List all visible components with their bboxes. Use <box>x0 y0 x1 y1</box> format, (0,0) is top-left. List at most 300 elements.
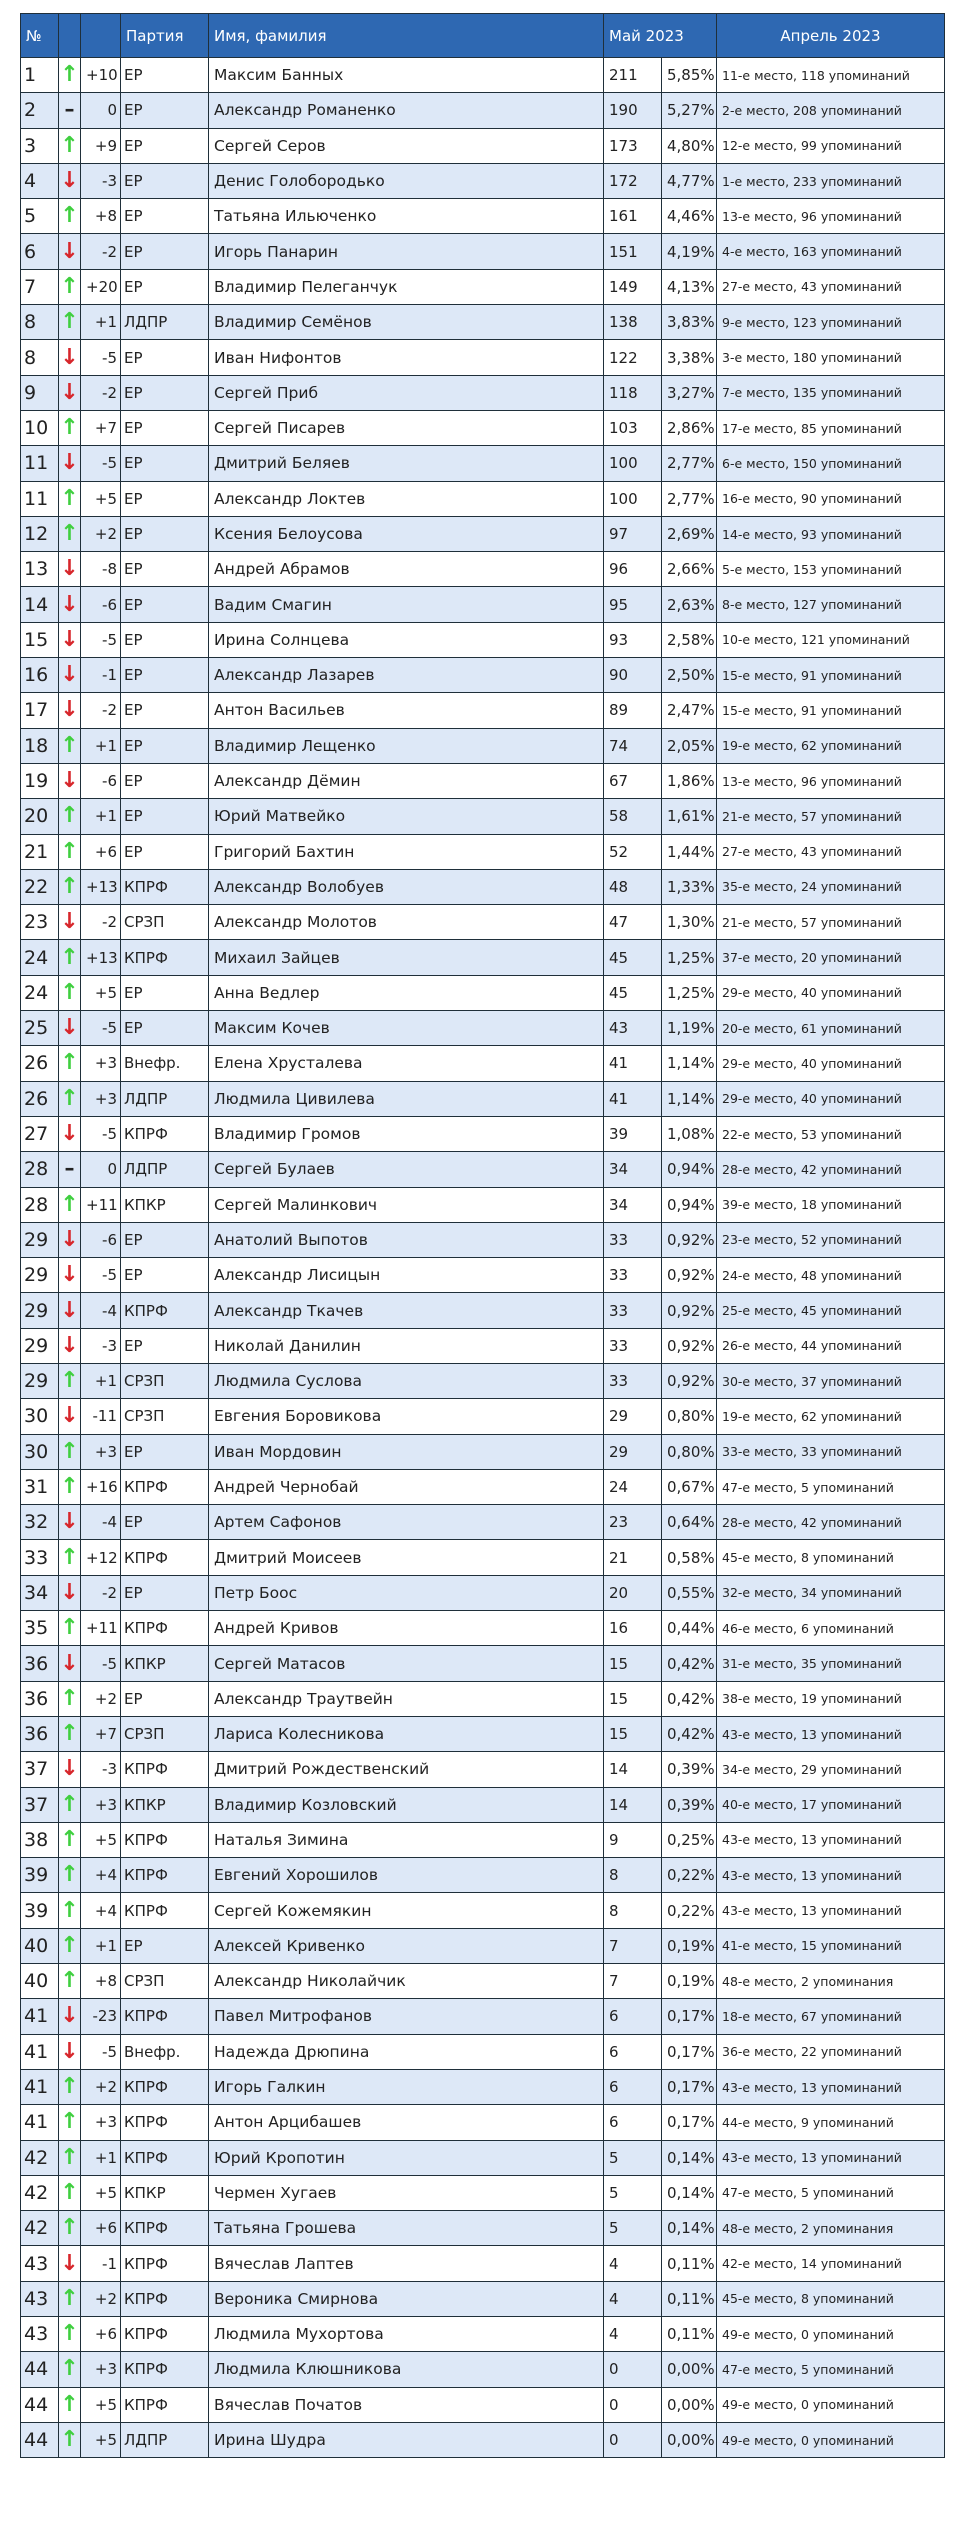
trend-down-icon: ↓ <box>60 1332 79 1358</box>
trend-cell <box>59 763 81 798</box>
table-row <box>21 410 945 445</box>
party-cell: СРЗП <box>121 1716 209 1751</box>
may-percent-cell: 0,22% <box>662 1858 717 1893</box>
table-row <box>21 1716 945 1751</box>
trend-cell <box>59 940 81 975</box>
delta-cell: -1 <box>81 2246 121 2281</box>
party-cell: КПРФ <box>121 1540 209 1575</box>
trend-down-icon: ↓ <box>60 1756 79 1782</box>
trend-up-icon: ↑ <box>60 2215 79 2241</box>
table-row <box>21 2387 945 2422</box>
name-cell: Александр Дёмин <box>209 763 604 798</box>
trend-cell <box>59 658 81 693</box>
name-cell: Александр Ткачев <box>209 1293 604 1328</box>
name-cell: Владимир Козловский <box>209 1787 604 1822</box>
may-percent-cell: 0,92% <box>662 1328 717 1363</box>
delta-cell: -2 <box>81 375 121 410</box>
may-percent-cell: 0,14% <box>662 2140 717 2175</box>
april-cell: 29-е место, 40 упоминаний <box>717 1081 945 1116</box>
trend-up-icon: ↑ <box>60 1862 79 1888</box>
name-cell: Вероника Смирнова <box>209 2281 604 2316</box>
rank-cell: 33 <box>21 1540 59 1575</box>
name-cell: Сергей Приб <box>209 375 604 410</box>
trend-cell <box>59 1363 81 1398</box>
header-delta <box>81 14 121 58</box>
table-row <box>21 1964 945 1999</box>
name-cell: Людмила Клюшникова <box>209 2352 604 2387</box>
table-row <box>21 1011 945 1046</box>
rank-cell: 1 <box>21 58 59 93</box>
april-cell: 6-е место, 150 упоминаний <box>717 446 945 481</box>
april-cell: 42-е место, 14 упоминаний <box>717 2246 945 2281</box>
trend-cell <box>59 1540 81 1575</box>
trend-up-icon: ↑ <box>60 1721 79 1747</box>
table-row <box>21 1434 945 1469</box>
may-count-cell: 9 <box>604 1822 662 1857</box>
may-count-cell: 7 <box>604 1928 662 1963</box>
delta-cell: +3 <box>81 1081 121 1116</box>
party-cell: ЕР <box>121 587 209 622</box>
table-row <box>21 1611 945 1646</box>
rank-cell: 42 <box>21 2211 59 2246</box>
may-percent-cell: 5,27% <box>662 93 717 128</box>
ranking-table <box>20 13 945 2458</box>
name-cell: Ксения Белоусова <box>209 516 604 551</box>
table-row <box>21 1469 945 1504</box>
delta-cell: -5 <box>81 446 121 481</box>
name-cell: Игорь Панарин <box>209 234 604 269</box>
rank-cell: 42 <box>21 2175 59 2210</box>
trend-cell <box>59 1716 81 1751</box>
name-cell: Александр Волобуев <box>209 869 604 904</box>
name-cell: Евгения Боровикова <box>209 1399 604 1434</box>
party-cell: ЕР <box>121 269 209 304</box>
april-cell: 13-е место, 96 упоминаний <box>717 763 945 798</box>
delta-cell: +3 <box>81 2352 121 2387</box>
party-cell: Внефр. <box>121 1046 209 1081</box>
name-cell: Елена Хрусталева <box>209 1046 604 1081</box>
delta-cell: -4 <box>81 1293 121 1328</box>
party-cell: ЕР <box>121 1575 209 1610</box>
trend-cell <box>59 1646 81 1681</box>
trend-cell <box>59 799 81 834</box>
delta-cell: -11 <box>81 1399 121 1434</box>
rank-cell: 13 <box>21 552 59 587</box>
name-cell: Петр Боос <box>209 1575 604 1610</box>
may-count-cell: 16 <box>604 1611 662 1646</box>
rank-cell: 41 <box>21 2069 59 2104</box>
party-cell: КПРФ <box>121 2352 209 2387</box>
trend-cell <box>59 1046 81 1081</box>
trend-down-icon: ↓ <box>60 1015 79 1041</box>
name-cell: Алексей Кривенко <box>209 1928 604 1963</box>
april-cell: 20-е место, 61 упоминаний <box>717 1011 945 1046</box>
table-row <box>21 1893 945 1928</box>
name-cell: Михаил Зайцев <box>209 940 604 975</box>
name-cell: Денис Голобородько <box>209 163 604 198</box>
may-count-cell: 4 <box>604 2281 662 2316</box>
trend-down-icon: ↓ <box>60 238 79 264</box>
april-cell: 43-е место, 13 упоминаний <box>717 1822 945 1857</box>
rank-cell: 41 <box>21 2034 59 2069</box>
table-row <box>21 2069 945 2104</box>
delta-cell: +20 <box>81 269 121 304</box>
may-count-cell: 8 <box>604 1893 662 1928</box>
may-percent-cell: 0,17% <box>662 2069 717 2104</box>
may-count-cell: 45 <box>604 975 662 1010</box>
trend-cell <box>59 2034 81 2069</box>
table-row <box>21 2317 945 2352</box>
delta-cell: -6 <box>81 1222 121 1257</box>
april-cell: 28-е место, 42 упоминаний <box>717 1152 945 1187</box>
april-cell: 37-е место, 20 упоминаний <box>717 940 945 975</box>
table-row <box>21 305 945 340</box>
may-count-cell: 29 <box>604 1399 662 1434</box>
may-count-cell: 74 <box>604 728 662 763</box>
trend-cell <box>59 1469 81 1504</box>
trend-cell <box>59 2352 81 2387</box>
party-cell: КПРФ <box>121 1893 209 1928</box>
april-cell: 2-е место, 208 упоминаний <box>717 93 945 128</box>
rank-cell: 30 <box>21 1434 59 1469</box>
table-row <box>21 1187 945 1222</box>
rank-cell: 37 <box>21 1787 59 1822</box>
rank-cell: 6 <box>21 234 59 269</box>
name-cell: Александр Траутвейн <box>209 1681 604 1716</box>
may-percent-cell: 0,80% <box>662 1399 717 1434</box>
may-percent-cell: 2,58% <box>662 622 717 657</box>
may-percent-cell: 4,13% <box>662 269 717 304</box>
may-count-cell: 122 <box>604 340 662 375</box>
party-cell: Внефр. <box>121 2034 209 2069</box>
april-cell: 4-е место, 163 упоминаний <box>717 234 945 269</box>
name-cell: Ирина Шудра <box>209 2422 604 2457</box>
may-percent-cell: 2,63% <box>662 587 717 622</box>
april-cell: 38-е место, 19 упоминаний <box>717 1681 945 1716</box>
delta-cell: -1 <box>81 658 121 693</box>
party-cell: ЛДПР <box>121 1152 209 1187</box>
trend-cell <box>59 1611 81 1646</box>
may-count-cell: 90 <box>604 658 662 693</box>
trend-up-icon: ↑ <box>60 1897 79 1923</box>
may-percent-cell: 0,42% <box>662 1646 717 1681</box>
delta-cell: +2 <box>81 2281 121 2316</box>
may-count-cell: 21 <box>604 1540 662 1575</box>
may-count-cell: 190 <box>604 93 662 128</box>
rank-cell: 17 <box>21 693 59 728</box>
party-cell: ЕР <box>121 375 209 410</box>
trend-cell <box>59 1434 81 1469</box>
delta-cell: +5 <box>81 1822 121 1857</box>
party-cell: ЕР <box>121 728 209 763</box>
rank-cell: 35 <box>21 1611 59 1646</box>
party-cell: ЕР <box>121 1258 209 1293</box>
may-percent-cell: 0,00% <box>662 2422 717 2457</box>
april-cell: 40-е место, 17 упоминаний <box>717 1787 945 1822</box>
may-count-cell: 0 <box>604 2387 662 2422</box>
rank-cell: 44 <box>21 2422 59 2457</box>
name-cell: Вячеслав Початов <box>209 2387 604 2422</box>
delta-cell: 0 <box>81 1152 121 1187</box>
rank-cell: 40 <box>21 1928 59 1963</box>
april-cell: 44-е место, 9 упоминаний <box>717 2105 945 2140</box>
table-body <box>21 58 945 2458</box>
rank-cell: 16 <box>21 658 59 693</box>
delta-cell: +8 <box>81 1964 121 1999</box>
delta-cell: +6 <box>81 2211 121 2246</box>
rank-cell: 28 <box>21 1152 59 1187</box>
table-row <box>21 622 945 657</box>
name-cell: Сергей Матасов <box>209 1646 604 1681</box>
may-percent-cell: 0,44% <box>662 1611 717 1646</box>
april-cell: 3-е место, 180 упоминаний <box>717 340 945 375</box>
may-count-cell: 151 <box>604 234 662 269</box>
may-count-cell: 67 <box>604 763 662 798</box>
may-percent-cell: 0,92% <box>662 1222 717 1257</box>
trend-cell <box>59 2175 81 2210</box>
party-cell: ЕР <box>121 975 209 1010</box>
trend-cell <box>59 869 81 904</box>
delta-cell: +5 <box>81 2422 121 2457</box>
table-row <box>21 1222 945 1257</box>
april-cell: 19-е место, 62 упоминаний <box>717 728 945 763</box>
trend-up-icon: ↑ <box>60 838 79 864</box>
april-cell: 47-е место, 5 упоминаний <box>717 2175 945 2210</box>
april-cell: 43-е место, 13 упоминаний <box>717 1893 945 1928</box>
trend-down-icon: ↓ <box>60 168 79 194</box>
delta-cell: -5 <box>81 1011 121 1046</box>
trend-down-icon: ↓ <box>60 1121 79 1147</box>
may-percent-cell: 0,94% <box>662 1187 717 1222</box>
trend-down-icon: ↓ <box>60 556 79 582</box>
table-row <box>21 1328 945 1363</box>
table-row <box>21 163 945 198</box>
trend-up-icon: ↑ <box>60 2391 79 2417</box>
april-cell: 21-е место, 57 упоминаний <box>717 799 945 834</box>
may-percent-cell: 0,64% <box>662 1505 717 1540</box>
table-row <box>21 658 945 693</box>
name-cell: Владимир Лещенко <box>209 728 604 763</box>
delta-cell: +4 <box>81 1858 121 1893</box>
rank-cell: 25 <box>21 1011 59 1046</box>
rank-cell: 22 <box>21 869 59 904</box>
april-cell: 15-е место, 91 упоминаний <box>717 658 945 693</box>
delta-cell: +2 <box>81 516 121 551</box>
delta-cell: -6 <box>81 763 121 798</box>
rank-cell: 9 <box>21 375 59 410</box>
trend-cell <box>59 834 81 869</box>
name-cell: Людмила Мухортова <box>209 2317 604 2352</box>
trend-cell <box>59 1011 81 1046</box>
may-percent-cell: 1,61% <box>662 799 717 834</box>
may-percent-cell: 4,80% <box>662 128 717 163</box>
trend-up-icon: ↑ <box>60 2356 79 2382</box>
april-cell: 5-е место, 153 упоминаний <box>717 552 945 587</box>
rank-cell: 15 <box>21 622 59 657</box>
delta-cell: +9 <box>81 128 121 163</box>
trend-down-icon: ↓ <box>60 2003 79 2029</box>
delta-cell: -3 <box>81 1752 121 1787</box>
party-cell: СРЗП <box>121 905 209 940</box>
trend-down-icon: ↓ <box>60 768 79 794</box>
may-percent-cell: 1,44% <box>662 834 717 869</box>
trend-down-icon: ↓ <box>60 379 79 405</box>
april-cell: 7-е место, 135 упоминаний <box>717 375 945 410</box>
table-row <box>21 58 945 93</box>
may-percent-cell: 2,66% <box>662 552 717 587</box>
table-row <box>21 1646 945 1681</box>
name-cell: Александр Николайчик <box>209 1964 604 1999</box>
table-row <box>21 1116 945 1151</box>
name-cell: Сергей Малинкович <box>209 1187 604 1222</box>
table-row <box>21 516 945 551</box>
may-count-cell: 14 <box>604 1787 662 1822</box>
trend-cell <box>59 1222 81 1257</box>
trend-cell <box>59 587 81 622</box>
delta-cell: -5 <box>81 1258 121 1293</box>
trend-down-icon: ↓ <box>60 1262 79 1288</box>
may-count-cell: 4 <box>604 2246 662 2281</box>
party-cell: ЕР <box>121 763 209 798</box>
trend-cell <box>59 2246 81 2281</box>
trend-up-icon: ↑ <box>60 1968 79 1994</box>
header-number: № <box>21 14 59 58</box>
name-cell: Андрей Кривов <box>209 1611 604 1646</box>
party-cell: ЕР <box>121 622 209 657</box>
header-party: Партия <box>121 14 209 58</box>
party-cell: ЕР <box>121 658 209 693</box>
april-cell: 15-е место, 91 упоминаний <box>717 693 945 728</box>
trend-down-icon: ↓ <box>60 1297 79 1323</box>
april-cell: 11-е место, 118 упоминаний <box>717 58 945 93</box>
may-count-cell: 43 <box>604 1011 662 1046</box>
party-cell: СРЗП <box>121 1363 209 1398</box>
april-cell: 27-е место, 43 упоминаний <box>717 834 945 869</box>
trend-cell <box>59 1575 81 1610</box>
trend-down-icon: ↓ <box>60 2038 79 2064</box>
april-cell: 30-е место, 37 упоминаний <box>717 1363 945 1398</box>
april-cell: 9-е место, 123 упоминаний <box>717 305 945 340</box>
rank-cell: 4 <box>21 163 59 198</box>
april-cell: 31-е место, 35 упоминаний <box>717 1646 945 1681</box>
april-cell: 34-е место, 29 упоминаний <box>717 1752 945 1787</box>
may-count-cell: 48 <box>604 869 662 904</box>
party-cell: ЕР <box>121 1011 209 1046</box>
rank-cell: 44 <box>21 2387 59 2422</box>
trend-cell <box>59 1752 81 1787</box>
table-row <box>21 2281 945 2316</box>
may-count-cell: 95 <box>604 587 662 622</box>
rank-cell: 39 <box>21 1893 59 1928</box>
rank-cell: 28 <box>21 1187 59 1222</box>
may-percent-cell: 4,46% <box>662 199 717 234</box>
table-row <box>21 2175 945 2210</box>
trend-cell <box>59 905 81 940</box>
april-cell: 12-е место, 99 упоминаний <box>717 128 945 163</box>
ranking-table-container <box>20 13 945 2458</box>
table-row <box>21 1787 945 1822</box>
may-percent-cell: 1,14% <box>662 1046 717 1081</box>
may-count-cell: 138 <box>604 305 662 340</box>
may-percent-cell: 0,92% <box>662 1258 717 1293</box>
rank-cell: 20 <box>21 799 59 834</box>
name-cell: Александр Романенко <box>209 93 604 128</box>
table-row <box>21 869 945 904</box>
may-percent-cell: 0,19% <box>662 1964 717 1999</box>
name-cell: Игорь Галкин <box>209 2069 604 2104</box>
delta-cell: +1 <box>81 305 121 340</box>
party-cell: КПРФ <box>121 2246 209 2281</box>
trend-up-icon: ↑ <box>60 132 79 158</box>
delta-cell: -2 <box>81 1575 121 1610</box>
trend-cell <box>59 1681 81 1716</box>
rank-cell: 2 <box>21 93 59 128</box>
party-cell: КПКР <box>121 1646 209 1681</box>
trend-down-icon: ↓ <box>60 2250 79 2276</box>
trend-up-icon: ↑ <box>60 521 79 546</box>
trend-up-icon: ↑ <box>60 1085 79 1111</box>
name-cell: Дмитрий Беляев <box>209 446 604 481</box>
rank-cell: 24 <box>21 975 59 1010</box>
may-percent-cell: 0,25% <box>662 1822 717 1857</box>
april-cell: 43-е место, 13 упоминаний <box>717 2140 945 2175</box>
rank-cell: 11 <box>21 481 59 516</box>
trend-up-icon: ↑ <box>60 273 79 299</box>
table-row <box>21 1752 945 1787</box>
april-cell: 29-е место, 40 упоминаний <box>717 975 945 1010</box>
party-cell: ЕР <box>121 199 209 234</box>
may-percent-cell: 0,17% <box>662 2105 717 2140</box>
trend-cell <box>59 552 81 587</box>
party-cell: КПРФ <box>121 1822 209 1857</box>
trend-up-icon: ↑ <box>60 944 79 970</box>
trend-cell <box>59 728 81 763</box>
may-count-cell: 100 <box>604 481 662 516</box>
header-row <box>21 14 945 58</box>
may-percent-cell: 1,86% <box>662 763 717 798</box>
name-cell: Вадим Смагин <box>209 587 604 622</box>
trend-cell <box>59 622 81 657</box>
trend-up-icon: ↑ <box>60 2109 79 2135</box>
table-row <box>21 1999 945 2034</box>
name-cell: Александр Лисицын <box>209 1258 604 1293</box>
may-percent-cell: 1,25% <box>662 940 717 975</box>
trend-up-icon: ↑ <box>60 873 79 899</box>
party-cell: КПКР <box>121 1787 209 1822</box>
may-percent-cell: 0,39% <box>662 1752 717 1787</box>
april-cell: 13-е место, 96 упоминаний <box>717 199 945 234</box>
may-count-cell: 24 <box>604 1469 662 1504</box>
may-percent-cell: 0,19% <box>662 1928 717 1963</box>
rank-cell: 37 <box>21 1752 59 1787</box>
may-count-cell: 173 <box>604 128 662 163</box>
may-percent-cell: 1,30% <box>662 905 717 940</box>
party-cell: КПРФ <box>121 2281 209 2316</box>
delta-cell: +3 <box>81 1046 121 1081</box>
trend-down-icon: ↓ <box>60 662 79 688</box>
name-cell: Антон Васильев <box>209 693 604 728</box>
rank-cell: 32 <box>21 1505 59 1540</box>
trend-up-icon: ↑ <box>60 1544 79 1570</box>
may-percent-cell: 0,80% <box>662 1434 717 1469</box>
april-cell: 18-е место, 67 упоминаний <box>717 1999 945 2034</box>
party-cell: ЕР <box>121 163 209 198</box>
april-cell: 16-е место, 90 упоминаний <box>717 481 945 516</box>
delta-cell: -5 <box>81 2034 121 2069</box>
name-cell: Юрий Кропотин <box>209 2140 604 2175</box>
may-percent-cell: 1,08% <box>662 1116 717 1151</box>
table-row <box>21 2246 945 2281</box>
